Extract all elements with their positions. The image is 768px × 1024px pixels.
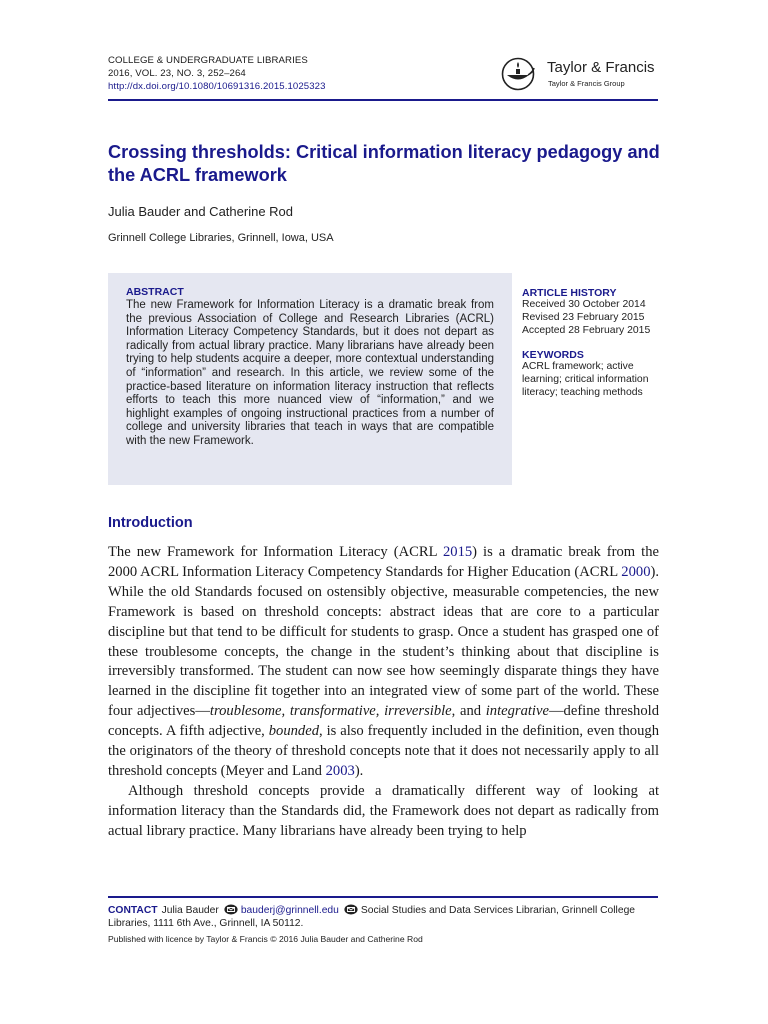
keywords-heading: KEYWORDS [522,349,584,361]
footer-rule [108,896,658,898]
email-icon [224,904,238,915]
publisher-logo [500,57,660,93]
abstract-heading: ABSTRACT [126,286,184,298]
licence-note: Published with licence by Taylor & Francis © 2016 Julia Bauder and Catherine Rod [108,934,423,944]
journal-name: COLLEGE & UNDERGRADUATE LIBRARIES [108,55,308,66]
citation-link[interactable]: 2015 [442,544,473,560]
article-affiliation: Grinnell College Libraries, Grinnell, Iowa, USA [108,232,334,244]
history-revised: Revised 23 February 2015 [522,311,645,323]
article-authors: Julia Bauder and Catherine Rod [108,204,294,219]
history-received: Received 30 October 2014 [522,299,646,310]
citation-link[interactable]: 2000 [621,563,651,580]
contact-name: Julia Bauder [161,905,219,916]
volume-line: 2016, VOL. 23, NO. 3, 252–264 [108,68,246,79]
paragraph-1: The new Framework for Information Literacy (ACRL 2015) is a dramatic break from the 2000 ACRL Information Literacy Competency Standards for Higher Education (ACRL 2000). While the old Standards focused on ostensibly objective, measurable competencies, the new Framework is based on threshold concepts: abstract ideas that are core to a particular discipline but that tend to be difficult for students to grasp. Once a student has grasped one of these troublesome concepts, the change in the student’s thinking about that discipline is irreversibly transformed. The student can now see how seemingly disparate things they have learned in the discipline fit together into an integrated view of some part of the world. These four adjectives—troublesome, transformative, irreversible, and integrative—define threshold concepts. A fifth adjective, bounded, is also frequently included in the definition, even though the originators of the theory of threshold concepts note that it does not necessarily apply to all threshold concepts (Meyer and Land 2003). [108,544,660,779]
paragraph-2: Although threshold concepts provide a dramatically different way of looking at information literacy than the Standards did, the Framework does not depart as radically from actual library practice. Many librarians have already been trying to help [108,782,659,839]
citation-link[interactable]: 2003 [325,762,355,779]
contact-address: Social Studies and Data Services Librarian, Grinnell College Libraries, 1111 6th Ave., Grinnell, IA 50112. [108,905,636,929]
article-title: Crossing thresholds: Critical information literacy pedagogy and the ACRL framework [108,142,660,185]
history-accepted: Accepted 28 February 2015 [522,324,651,336]
publisher-name: Taylor & Francis [547,59,655,76]
journal-info [108,54,326,93]
lamp-icon [500,57,540,91]
email-icon [344,904,358,915]
publisher-group: Taylor & Francis Group [548,79,625,88]
contact-info [108,904,668,930]
body-text [108,543,659,842]
abstract-text: The new Framework for Information Literacy is a dramatic break from the previous Association of College and Research Libraries (ACRL) Information Literacy Competency Standards, but it does not depart as radically from actual library practice. Many librarians have already been trying to help students acquire a deeper, more contextual understanding of “information” and research. In this article, we review some of the practice-based literature on information literacy instruction that reflects efforts to teach this more nuanced view of “information,” and we highlight examples of ongoing instructional practices from a number of college and university libraries that teach in ways that are compatible with the new Framework. [126,299,494,447]
email-link[interactable]: bauderj@grinnell.edu [240,905,339,916]
contact-label: CONTACT [108,905,158,916]
doi-link[interactable]: http://dx.doi.org/10.1080/10691316.2015.1025323 [108,81,326,92]
keywords-text: ACRL framework; active learning; critical information literacy; teaching methods [522,361,649,398]
introduction-heading: Introduction [108,515,193,531]
article-history-heading: ARTICLE HISTORY [522,287,617,299]
header-rule [108,99,658,101]
article-history-list [522,299,650,337]
